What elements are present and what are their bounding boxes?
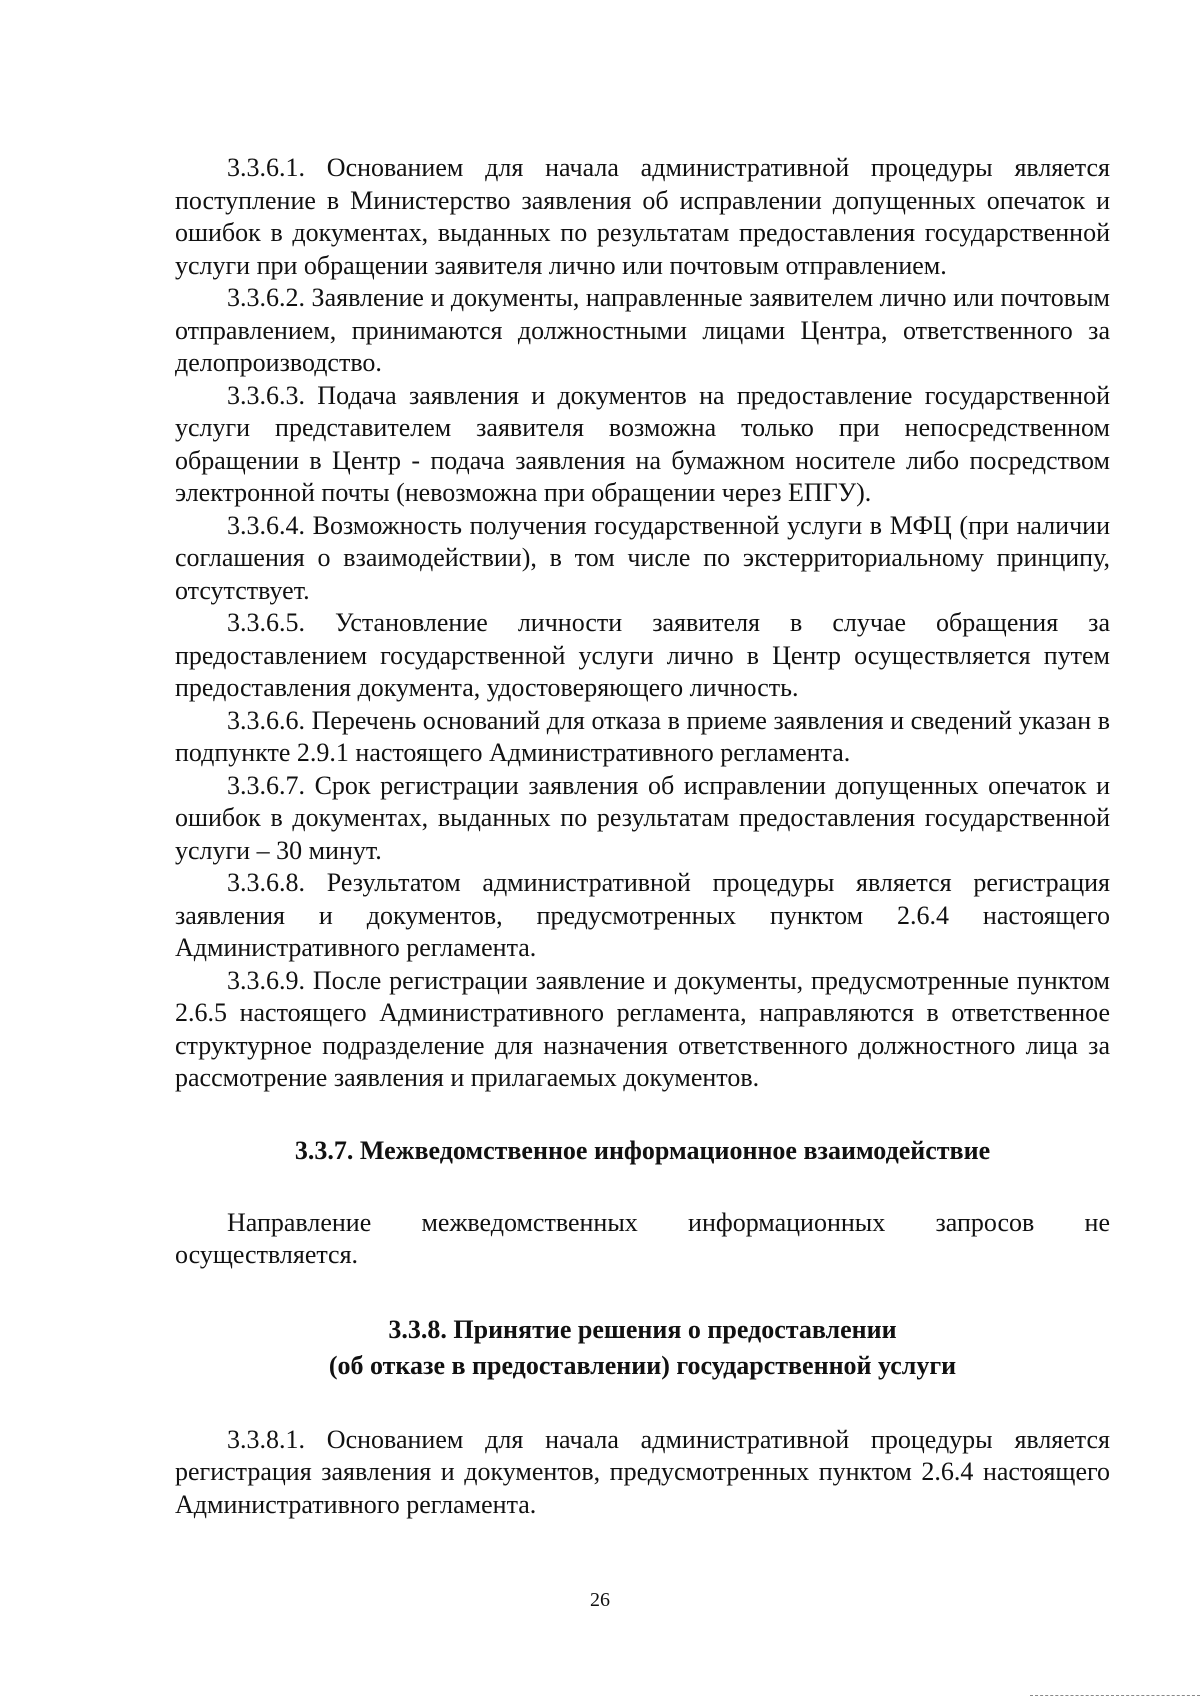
paragraph-3-3-6-7: 3.3.6.7. Срок регистрации заявления об исправлении допущенных опечаток и ошибок в документах, выданных по результатам предоставления государственной услуги – 30 минут. [175, 770, 1110, 865]
paragraph-3-3-6-3: 3.3.6.3. Подача заявления и документов на предоставление государственной услуги представителем заявителя возможна только при непосредственном обращении в Центр - подача заявления на бумажном носителе либо посредством электронной почты (невозможна при обращении через ЕПГУ). [175, 380, 1110, 507]
paragraph-3-3-6-9: 3.3.6.9. После регистрации заявление и документы, предусмотренные пунктом 2.6.5 настоящего Административного регламента, направляются в ответственное структурное подразделение для назначения ответственного должностного лица за рассмотрение заявления и прилагаемых документов. [175, 965, 1110, 1092]
document-page [175, 152, 1110, 1521]
paragraph-3-3-6-5: 3.3.6.5. Установление личности заявителя в случае обращения за предоставлением государственной услуги лично в Центр осуществляется путем предоставления документа, удостоверяющего личность. [175, 608, 1110, 702]
scan-edge-divider [1030, 1695, 1200, 1696]
paragraph-3-3-8-1: 3.3.8.1. Основанием для начала административной процедуры является регистрация заявления и документов, предусмотренных пунктом 2.6.4 настоящего Административного регламента. [175, 1424, 1110, 1519]
section-heading-3-3-8 [175, 1312, 1110, 1384]
paragraph-3-3-6-6: 3.3.6.6. Перечень оснований для отказа в приеме заявления и сведений указан в подпункте 2.9.1 настоящего Административного регламента. [175, 705, 1110, 767]
paragraph-3-3-6-2: 3.3.6.2. Заявление и документы, направленные заявителем лично или почтовым отправлением, принимаются должностными лицами Центра, ответственного за делопроизводство. [175, 283, 1110, 377]
paragraph-3-3-6-4: 3.3.6.4. Возможность получения государственной услуги в МФЦ (при наличии соглашения о взаимодействии), в том числе по экстерриториальному принципу, отсутствует. [175, 510, 1110, 605]
paragraph-3-3-6-8: 3.3.6.8. Результатом административной процедуры является регистрация заявления и документов, предусмотренных пунктом 2.6.4 настоящего Административного регламента. [175, 868, 1110, 962]
section-heading-3-3-8-line-1: 3.3.8. Принятие решения о предоставлении [388, 1314, 897, 1344]
page-number: 26 [590, 1589, 610, 1611]
section-heading-3-3-7: 3.3.7. Межведомственное информационное взаимодействие [294, 1135, 991, 1165]
paragraph-3-3-7: Направление межведомственных информационных запросов не осуществляется. [175, 1207, 1110, 1269]
paragraph-3-3-6-1: 3.3.6.1. Основанием для начала административной процедуры является поступление в Министерство заявления об исправлении допущенных опечаток и ошибок в документах, выданных по результатам предоставления государственной услуги при обращении заявителя лично или почтовым отправлением. [175, 153, 1110, 280]
section-heading-3-3-8-line-2: (об отказе в предоставлении) государственной услуги [328, 1350, 957, 1380]
